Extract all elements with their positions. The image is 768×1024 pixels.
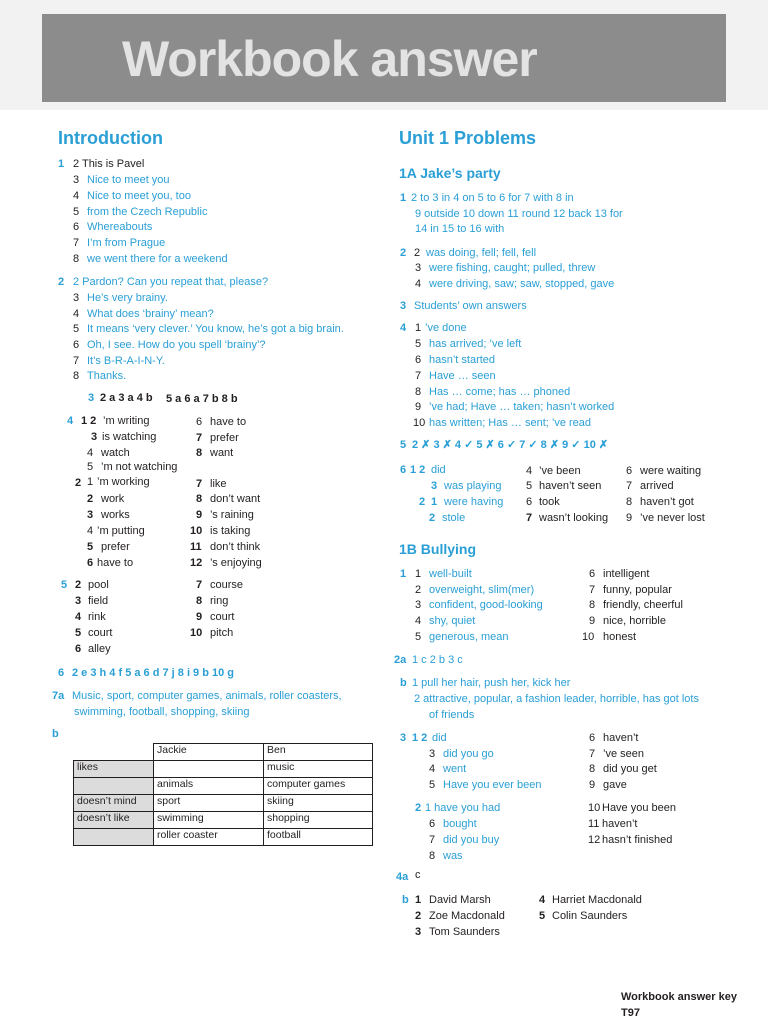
item-number: 1 (415, 894, 422, 906)
item-number: 4 (87, 447, 94, 459)
answer-line: ring (210, 595, 229, 607)
answer-line: did you get (603, 763, 657, 775)
item-number: 7 (415, 370, 422, 382)
answer-line: intelligent (603, 568, 650, 580)
item-number: 2 (87, 493, 94, 505)
page-title: Workbook answer (122, 31, 537, 87)
answer-line: hasn’t started (429, 354, 496, 366)
answer-line: Tom Saunders (429, 926, 500, 938)
answer-line: prefer (101, 541, 130, 553)
item-number: 7 (73, 355, 80, 367)
item-number: 4 (87, 525, 94, 537)
item-number: 6 (415, 354, 422, 366)
answer-line: rink (88, 611, 106, 623)
answer-line: Students’ own answers (414, 300, 527, 312)
item-number: 3 (429, 748, 436, 760)
answer-line: ’s raining (210, 509, 254, 521)
answer-line: was playing (444, 480, 502, 492)
answer-line: 1 pull her hair, push her, kick her (412, 677, 571, 689)
item-number: 4 (75, 611, 82, 623)
table-cell: sport (154, 795, 264, 812)
answer-line: don’t want (210, 493, 261, 505)
item-number: 3 (87, 509, 94, 521)
answer-line: ’ve seen (603, 748, 644, 760)
item-number: 7 (526, 512, 533, 524)
answer-line: went (443, 763, 467, 775)
exercise-number: 6 (400, 464, 407, 476)
item-number: 4 (526, 465, 533, 477)
item-number: 4 (73, 308, 80, 320)
item-number: 2 (75, 579, 82, 591)
table-cell: music (264, 761, 373, 778)
item-number: 2 (415, 802, 422, 814)
item-number: 6 (75, 643, 82, 655)
item-number: 8 (589, 599, 596, 611)
answer-line: gave (603, 779, 627, 791)
item-number: 7 (73, 237, 80, 249)
answer-line: have to (97, 557, 134, 569)
item-number: 6 (73, 221, 80, 233)
answer-line: Harriet Macdonald (552, 894, 642, 906)
page-number: T97 (621, 1007, 640, 1019)
item-number: 7 (196, 432, 203, 444)
answer-line: Zoe Macdonald (429, 910, 505, 922)
answer-line: took (539, 496, 560, 508)
answer-line: 1 c 2 b 3 c (412, 654, 463, 666)
answer-line: were having (444, 496, 504, 508)
answer-line: don’t think (210, 541, 261, 553)
exercise-number: 4 (400, 322, 407, 334)
answer-line: wasn’t looking (539, 512, 609, 524)
section-title-unit1: Unit 1 Problems (399, 128, 537, 148)
item-number: 6 (589, 732, 596, 744)
answer-line: Have you been (602, 802, 676, 814)
exercise-number: 6 (58, 667, 65, 679)
item-number: 4 (415, 615, 422, 627)
item-number: 2 (429, 512, 436, 524)
item-number: 9 (589, 615, 596, 627)
answer-line: did you go (443, 748, 494, 760)
item-number: 12 (588, 834, 601, 846)
item-number: 1 2 (410, 464, 426, 476)
item-number: 3 (91, 431, 98, 443)
item-number: 5 (73, 323, 80, 335)
exercise-number: 1 (58, 158, 65, 170)
table-row (74, 778, 373, 795)
item-number: 8 (196, 595, 203, 607)
table-cell: shopping (264, 812, 373, 829)
item-number: 6 (73, 339, 80, 351)
item-number: 10 (190, 525, 203, 537)
item-number: 5 (415, 338, 422, 350)
answer-line: did (431, 464, 446, 476)
item-number: 4 (73, 190, 80, 202)
exercise-number: 4 (67, 415, 74, 427)
answer-line: were fishing, caught; pulled, threw (429, 262, 596, 274)
table-row-label: doesn’t mind (74, 795, 154, 812)
answer-line: were waiting (640, 465, 702, 477)
subsection-title-1a: 1A Jake’s party (399, 165, 501, 181)
answer-line: haven’t (602, 818, 638, 830)
answer-line: is taking (210, 525, 251, 537)
item-number: 3 (415, 599, 422, 611)
table-row-label: likes (74, 761, 154, 778)
answer-line: of friends (429, 709, 475, 721)
exercise-number: b (402, 894, 409, 906)
item-number: 3 (431, 480, 438, 492)
answer-line: works (101, 509, 130, 521)
table-row-label: doesn’t like (74, 812, 154, 829)
answer-line: alley (88, 643, 111, 655)
item-number: 3 (415, 926, 422, 938)
table-row (74, 795, 373, 812)
answer-line: 2 attractive, popular, a fashion leader, horrible, has got lots (414, 693, 699, 705)
exercise-number: 4a (396, 871, 409, 883)
exercise-number: b (400, 677, 407, 689)
answer-line: did (432, 732, 447, 744)
answer-line: Thanks. (87, 370, 127, 382)
answer-line: honest (603, 631, 637, 643)
answer-line: haven’t got (640, 496, 694, 508)
answer-line: haven’t seen (539, 480, 602, 492)
item-number: 7 (429, 834, 436, 846)
answer-line: ’ve had; Have … taken; hasn’t worked (429, 401, 615, 413)
answer-line: hasn’t finished (602, 834, 673, 846)
table-cell: skiing (264, 795, 373, 812)
answer-line: was doing, fell; fell, fell (426, 247, 537, 259)
item-number: 8 (196, 493, 203, 505)
item-number: 7 (589, 584, 596, 596)
answer-line: Oh, I see. How do you spell ‘brainy’? (87, 339, 266, 351)
item-number: 12 (190, 557, 203, 569)
preferences-table (73, 743, 373, 846)
answer-line: overweight, slim(mer) (429, 584, 535, 596)
answer-line: 1 have you had (425, 802, 501, 814)
answer-line: 2 a 3 a 4 b (100, 392, 153, 404)
answer-line: has written; Has … sent; ’ve read (429, 417, 592, 429)
answer-line: court (210, 611, 235, 623)
answer-line: 2 This is Pavel (73, 158, 145, 170)
answer-line: we went there for a weekend (87, 253, 228, 265)
answer-line: Whereabouts (87, 221, 153, 233)
item-number: 9 (589, 779, 596, 791)
item-number: 9 (196, 611, 203, 623)
table-cell: computer games (264, 778, 373, 795)
exercise-number: 3 (400, 300, 407, 312)
item-number: 4 (429, 763, 436, 775)
answer-line: friendly, cheerful (603, 599, 683, 611)
item-number: 6 (87, 557, 94, 569)
answer-line: from the Czech Republic (87, 206, 208, 218)
answer-line: want (210, 447, 234, 459)
answer-line: stole (442, 512, 466, 524)
answer-line: Have you ever been (443, 779, 542, 791)
table-corner-cell (74, 744, 154, 761)
header-banner (42, 14, 726, 102)
answer-line: nice, horrible (603, 615, 666, 627)
exercise-number: 1 (400, 192, 407, 204)
answer-line: prefer (210, 432, 239, 444)
item-number: 8 (589, 763, 596, 775)
answer-line: arrived (640, 480, 674, 492)
subsection-title-1b: 1B Bullying (399, 541, 477, 557)
item-number: 1 (431, 496, 438, 508)
answer-line: Colin Saunders (552, 910, 628, 922)
answer-line: did you buy (443, 834, 500, 846)
table-header-cell: Ben (264, 744, 373, 761)
answer-line: watch (101, 447, 130, 459)
answer-line: Nice to meet you, too (87, 190, 191, 202)
answer-line: What does ‘brainy’ mean? (87, 308, 214, 320)
answer-line: David Marsh (429, 894, 491, 906)
item-number: 3 (75, 595, 82, 607)
item-number: 5 (73, 206, 80, 218)
answer-line: was (443, 850, 463, 862)
answer-line: ’s enjoying (210, 557, 262, 569)
exercise-number: 2 (400, 247, 407, 259)
table-cell: swimming (154, 812, 264, 829)
answer-line: c (415, 869, 421, 881)
item-number: 9 (415, 401, 422, 413)
answer-line: pool (88, 579, 109, 591)
table-row-label (74, 778, 154, 795)
answer-line: Has … come; has … phoned (429, 386, 571, 398)
item-number: 5 (87, 541, 94, 553)
answer-line: were driving, saw; saw, stopped, gave (429, 278, 615, 290)
answer-line: like (210, 478, 227, 490)
answer-line: ’ve never lost (640, 512, 705, 524)
item-number: 11 (588, 818, 600, 830)
exercise-number: 3 (88, 392, 95, 404)
answer-line: 2 e 3 h 4 f 5 a 6 d 7 j 8 i 9 b 10 g (72, 667, 235, 679)
table-header-cell: Jackie (154, 744, 264, 761)
answer-line: 5 a 6 a 7 b 8 b (166, 393, 238, 405)
table-row-label (74, 829, 154, 846)
item-number: 7 (196, 478, 203, 490)
exercise-number: 2 (58, 276, 65, 288)
item-number: 6 (196, 416, 203, 428)
exercise-number: 1 (400, 568, 407, 580)
answer-line: court (88, 627, 113, 639)
item-number: 10 (190, 627, 203, 639)
exercise-number: 3 (400, 732, 407, 744)
answer-line: pitch (210, 627, 234, 639)
item-number: 7 (196, 579, 203, 591)
table-cell: football (264, 829, 373, 846)
footer-title: Workbook answer key (621, 991, 737, 1003)
item-number: 8 (626, 496, 633, 508)
exercise-number: 7a (52, 690, 65, 702)
item-number: 9 (196, 509, 203, 521)
item-number: 3 (415, 262, 422, 274)
answer-line: ’m writing (103, 415, 150, 427)
item-number: 9 (626, 512, 633, 524)
item-number: 10 (588, 802, 601, 814)
answer-line: 2 to 3 in 4 on 5 to 6 for 7 with 8 in (411, 192, 574, 204)
item-number: 1 (415, 568, 422, 580)
answer-line: It’s B-R-A-I-N-Y. (87, 355, 165, 367)
item-number: 10 (582, 631, 595, 643)
item-number: 6 (589, 568, 596, 580)
answer-line: ’m putting (97, 525, 145, 537)
answer-line: haven’t (603, 732, 639, 744)
item-number: 7 (626, 480, 633, 492)
answer-line: ’m not watching (101, 461, 178, 473)
answer-line: generous, mean (429, 631, 509, 643)
item-number: 3 (73, 292, 80, 304)
answer-line: work (101, 493, 125, 505)
answer-line: is watching (102, 431, 157, 443)
item-number: 6 (626, 465, 633, 477)
table-row (74, 812, 373, 829)
item-number: 8 (429, 850, 436, 862)
answer-line: ’m working (97, 476, 150, 488)
item-number: 6 (526, 496, 533, 508)
item-number: 2 (75, 477, 82, 489)
item-number: 4 (539, 894, 546, 906)
answer-line: field (88, 595, 109, 607)
answer-line: swimming, football, shopping, skiing (74, 706, 250, 718)
answer-line: 14 in 15 to 16 with (415, 223, 505, 235)
answer-line: Music, sport, computer games, animals, roller coasters, (72, 690, 342, 702)
item-number: 4 (415, 278, 422, 290)
answer-line: 2 Pardon? Can you repeat that, please? (73, 276, 269, 288)
item-number: 5 (75, 627, 82, 639)
item-number: 8 (415, 386, 422, 398)
section-title-introduction: Introduction (58, 128, 163, 148)
answer-line: 9 outside 10 down 11 round 12 back 13 for (415, 208, 623, 220)
answer-line: ’ve done (425, 322, 467, 334)
item-number: 1 (415, 322, 422, 334)
item-number: 1 2 (81, 415, 97, 427)
item-number: 5 (87, 461, 94, 473)
answer-line: ’ve been (539, 465, 581, 477)
table-row (74, 829, 373, 846)
table-cell (154, 761, 264, 778)
item-number: 7 (589, 748, 596, 760)
item-number: 5 (429, 779, 436, 791)
answer-line: I’m from Prague (87, 237, 166, 249)
answer-line: Nice to meet you (87, 174, 170, 186)
answer-line: have to (210, 416, 247, 428)
answer-line: shy, quiet (429, 615, 476, 627)
exercise-number: 2a (394, 654, 407, 666)
item-number: 1 (87, 476, 94, 488)
item-number: 5 (526, 480, 533, 492)
answer-line: bought (443, 818, 477, 830)
item-number: 5 (415, 631, 422, 643)
exercise-number: b (52, 728, 59, 740)
answer-line: It means ‘very clever.’ You know, he’s got a big brain. (87, 323, 344, 335)
item-number: 5 (539, 910, 546, 922)
answer-line: well-built (429, 568, 472, 580)
table-cell: animals (154, 778, 264, 795)
answer-line: confident, good-looking (429, 599, 543, 611)
item-number: 10 (413, 417, 426, 429)
table-cell: roller coaster (154, 829, 264, 846)
answer-line: course (210, 579, 244, 591)
answer-line: He’s very brainy. (87, 292, 168, 304)
answer-line: Have … seen (429, 370, 496, 382)
table-header-row (74, 744, 373, 761)
exercise-number: 5 (61, 579, 68, 591)
item-number: 6 (429, 818, 436, 830)
item-number: 2 (415, 584, 422, 596)
exercise-number: 5 (400, 439, 407, 451)
item-number: 2 (414, 247, 421, 259)
answer-line: has arrived; ’ve left (429, 338, 522, 350)
item-number: 3 (73, 174, 80, 186)
item-number: 1 2 (412, 732, 428, 744)
item-number: 2 (419, 496, 426, 508)
item-number: 2 (415, 910, 422, 922)
item-number: 8 (73, 253, 80, 265)
answer-line: funny, popular (603, 584, 672, 596)
answer-line: 2 ✗ 3 ✗ 4 ✓ 5 ✗ 6 ✓ 7 ✓ 8 ✗ 9 ✓ 10 ✗ (412, 439, 609, 451)
item-number: 8 (196, 447, 203, 459)
table-row (74, 761, 373, 778)
item-number: 8 (73, 370, 80, 382)
item-number: 11 (190, 541, 202, 553)
